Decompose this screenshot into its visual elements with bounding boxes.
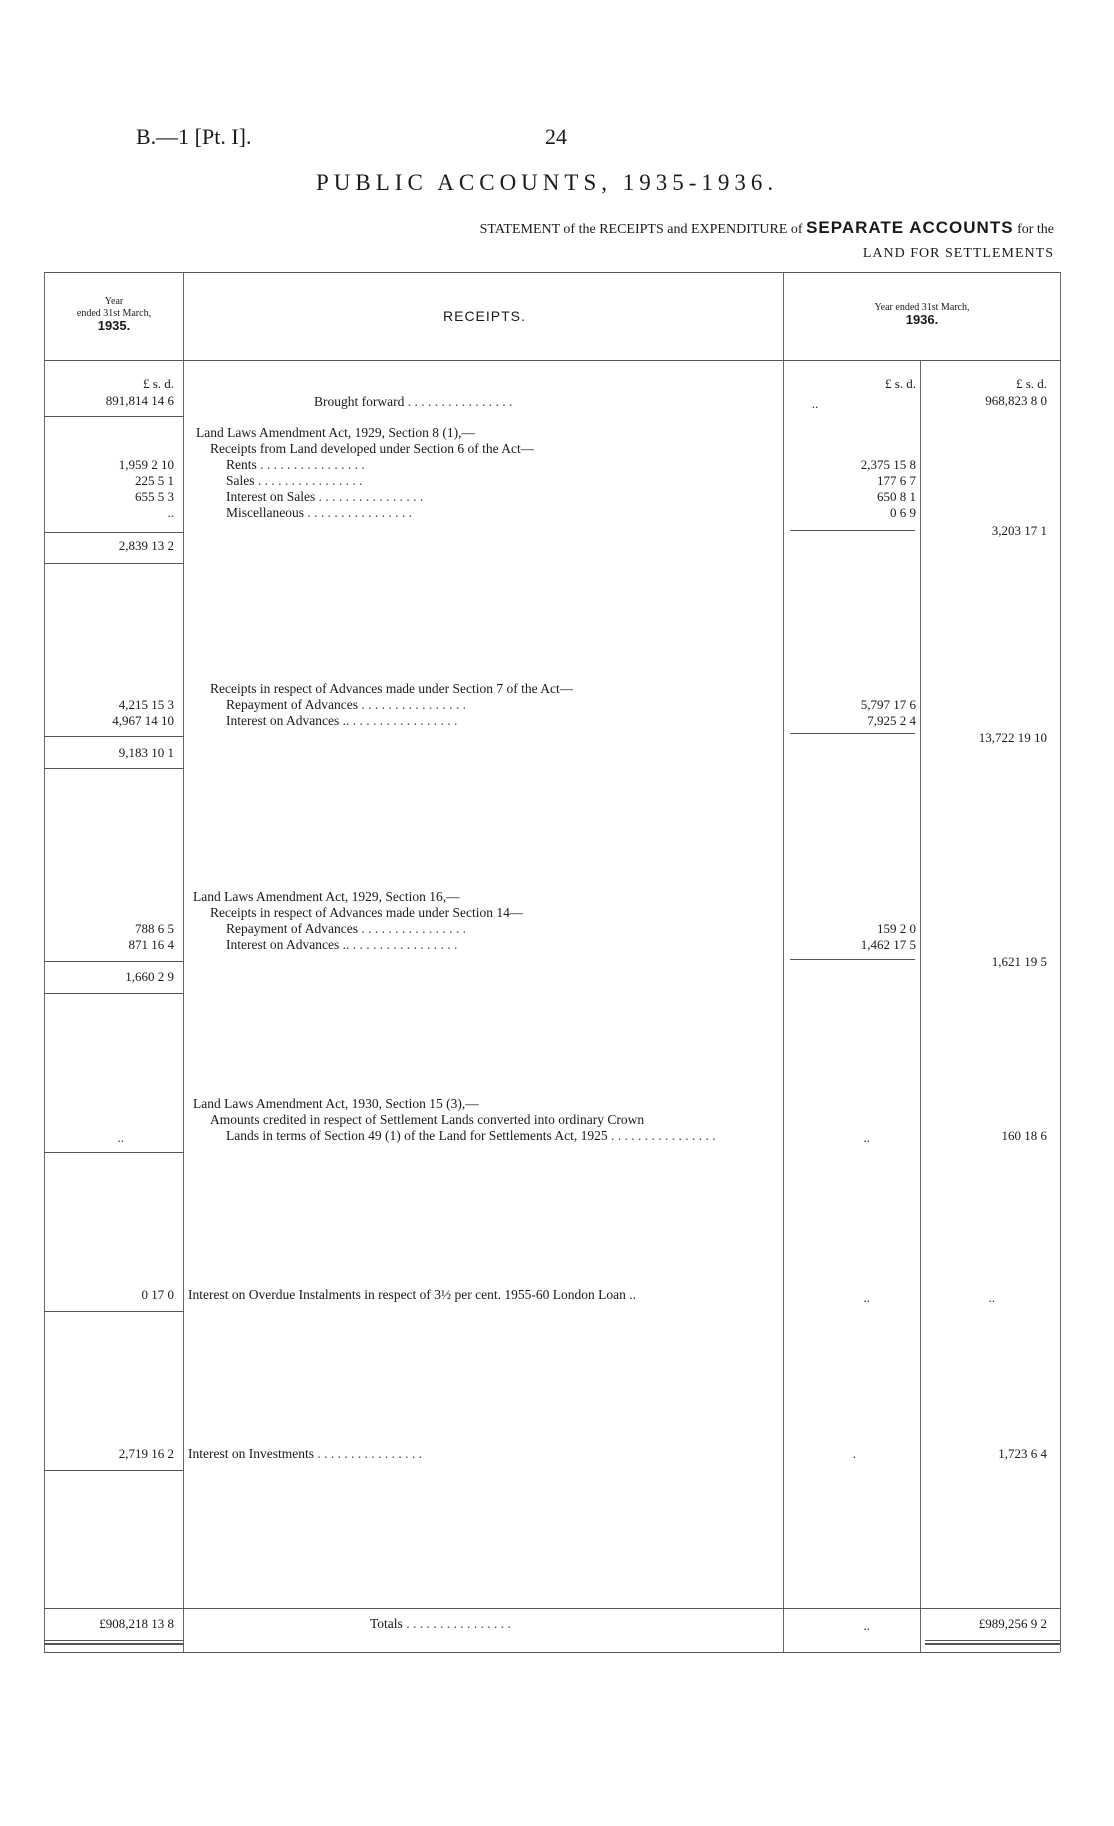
table-bottom-rule bbox=[44, 1652, 1060, 1653]
totals-double-rule-4 bbox=[925, 1643, 1060, 1645]
interest-advances-text: Interest on Advances .. bbox=[226, 937, 350, 952]
col-divider-3 bbox=[920, 360, 921, 1652]
statement-highlight: SEPARATE ACCOUNTS bbox=[806, 218, 1014, 237]
repayment-text: Repayment of Advances bbox=[226, 697, 358, 712]
rule bbox=[44, 768, 183, 769]
section1-rents-detail: 2,375 15 8 bbox=[860, 457, 916, 472]
section1-misc-label bbox=[226, 505, 776, 521]
section2-total: 13,722 19 10 bbox=[978, 730, 1047, 745]
statement-suffix: for the bbox=[1017, 222, 1054, 237]
rule bbox=[44, 532, 183, 533]
section3-interest-detail: 1,462 17 5 bbox=[860, 937, 916, 952]
section1-misc-prev: .. bbox=[167, 505, 174, 520]
section5-total: .. bbox=[988, 1290, 995, 1305]
leader-dots: . . . . . . . . . . . . . . . . bbox=[361, 697, 466, 712]
leader-dots: . . . . . . . . . . . . . . . . bbox=[361, 921, 466, 936]
section1-interest-detail: 650 8 1 bbox=[877, 489, 916, 504]
col-divider-2 bbox=[783, 272, 784, 1652]
section4-heading: Land Laws Amendment Act, 1930, Section 15 (3),— bbox=[193, 1096, 479, 1111]
curr-year-line1: Year ended 31st March, bbox=[874, 302, 970, 313]
section6-text: Interest on Investments bbox=[188, 1446, 314, 1461]
misc-text: Miscellaneous bbox=[226, 505, 304, 520]
section6-detail: . bbox=[852, 1446, 856, 1461]
section2-repayment-prev: 4,215 15 3 bbox=[118, 697, 174, 712]
statement-prefix: STATEMENT of the RECEIPTS and EXPENDITURE of bbox=[479, 222, 803, 237]
brought-forward-text: Brought forward bbox=[314, 394, 405, 409]
section1-interest-prev: 655 5 3 bbox=[135, 489, 174, 504]
section4-total: 160 18 6 bbox=[1001, 1128, 1047, 1143]
section3-subheading: Receipts in respect of Advances made under Section 14— bbox=[210, 905, 524, 920]
leader-dots: . . . . . . . . . . . . . . . . bbox=[406, 1616, 511, 1631]
rule bbox=[44, 1470, 183, 1471]
leader-dots: . . . . . . . . . . . . . . . . bbox=[257, 473, 363, 488]
section2-interest-detail: 7,925 2 4 bbox=[867, 713, 916, 728]
col-divider-1 bbox=[183, 272, 184, 1652]
section3-repayment-label bbox=[226, 921, 776, 937]
prev-year-value: 1935. bbox=[97, 318, 131, 333]
prev-year-line1: Year bbox=[104, 296, 124, 307]
prev-year-header bbox=[46, 296, 182, 332]
section1-heading: Land Laws Amendment Act, 1929, Section 8 (1),— bbox=[196, 425, 475, 440]
statement-subtitle: LAND FOR SETTLEMENTS bbox=[862, 246, 1054, 261]
leader-dots: . . . . . . . . . . . . . . . . bbox=[317, 1446, 422, 1461]
totals-double-rule-1 bbox=[44, 1640, 183, 1641]
totals-total: £989,256 9 2 bbox=[978, 1616, 1047, 1631]
section2-interest-prev: 4,967 14 10 bbox=[112, 713, 174, 728]
rule bbox=[790, 530, 915, 531]
rents-text: Rents bbox=[226, 457, 257, 472]
leader-dots: . . . . . . . . . . . . . . . . bbox=[611, 1128, 716, 1143]
rule bbox=[44, 1311, 183, 1312]
section1-rents-label bbox=[226, 457, 776, 473]
section1-prev-subtotal: 2,839 13 2 bbox=[118, 538, 174, 553]
section3-prev-subtotal: 1,660 2 9 bbox=[125, 969, 174, 984]
section1-subheading: Receipts from Land developed under Section 6 of the Act— bbox=[210, 441, 535, 456]
table-top-rule bbox=[44, 272, 1060, 273]
section2-repayment-detail: 5,797 17 6 bbox=[860, 697, 916, 712]
leader-dots: . . . . . . . . . . . . . . . . bbox=[318, 489, 424, 504]
section5-prev: 0 17 0 bbox=[141, 1287, 174, 1302]
section1-interest-label bbox=[226, 489, 776, 505]
rule bbox=[44, 563, 183, 564]
leader-dots: . . . . . . . . . . . . . . . . bbox=[307, 505, 412, 520]
section2-prev-subtotal: 9,183 10 1 bbox=[118, 745, 174, 760]
section1-sales-label bbox=[226, 473, 776, 489]
totals-double-rule-2 bbox=[44, 1643, 183, 1645]
receipts-header: RECEIPTS. bbox=[443, 308, 526, 324]
rule bbox=[44, 1152, 183, 1153]
rule bbox=[44, 416, 183, 417]
section5-detail: .. bbox=[863, 1290, 870, 1305]
section6-total: 1,723 6 4 bbox=[998, 1446, 1047, 1461]
section1-total: 3,203 17 1 bbox=[991, 523, 1047, 538]
leader-dots: . . . . . . . . . . . . . . . . bbox=[352, 937, 458, 952]
totals-top-rule bbox=[44, 1608, 1060, 1609]
section6-prev: 2,719 16 2 bbox=[118, 1446, 174, 1461]
section3-heading: Land Laws Amendment Act, 1929, Section 16,— bbox=[193, 889, 460, 904]
interest-advances-text: Interest on Advances .. bbox=[226, 713, 350, 728]
section4-detail: .. bbox=[863, 1130, 870, 1145]
statement-line bbox=[480, 218, 1054, 238]
brought-forward-total: 968,823 8 0 bbox=[985, 393, 1047, 408]
rule bbox=[44, 993, 183, 994]
curr-year-header bbox=[785, 302, 1059, 326]
totals-text: Totals bbox=[370, 1616, 403, 1631]
totals-double-rule-3 bbox=[925, 1640, 1060, 1641]
repayment-text: Repayment of Advances bbox=[226, 921, 358, 936]
leader-dots: . . . . . . . . . . . . . . . . bbox=[407, 394, 513, 409]
prev-year-line2: ended 31st March, bbox=[76, 308, 152, 319]
section3-total: 1,621 19 5 bbox=[991, 954, 1047, 969]
lsd-heading-total: £ s. d. bbox=[1015, 376, 1047, 391]
document-reference: B.—1 [Pt. I]. bbox=[136, 124, 252, 149]
section3-repayment-prev: 788 6 5 bbox=[135, 921, 174, 936]
lsd-heading-detail: £ s. d. bbox=[884, 376, 916, 391]
section4-line2 bbox=[226, 1128, 776, 1144]
rule bbox=[44, 736, 183, 737]
rule bbox=[790, 733, 915, 734]
section1-misc-detail: 0 6 9 bbox=[890, 505, 916, 520]
section2-subheading: Receipts in respect of Advances made under Section 7 of the Act— bbox=[210, 681, 574, 696]
totals-label bbox=[370, 1616, 776, 1632]
page-title: PUBLIC ACCOUNTS, 1935-1936. bbox=[316, 170, 779, 195]
section4-line2-text: Lands in terms of Section 49 (1) of the Land for Settlements Act, 1925 bbox=[226, 1128, 608, 1143]
curr-year-value: 1936. bbox=[905, 312, 939, 327]
brought-forward-prev: 891,814 14 6 bbox=[105, 393, 174, 408]
sales-text: Sales bbox=[226, 473, 255, 488]
section1-sales-detail: 177 6 7 bbox=[877, 473, 916, 488]
section4-prev: .. bbox=[117, 1130, 124, 1145]
section1-rents-prev: 1,959 2 10 bbox=[118, 457, 174, 472]
section3-interest-label bbox=[226, 937, 776, 953]
brought-forward-detail: .. bbox=[811, 396, 819, 411]
section2-interest-label bbox=[226, 713, 776, 729]
section4-line1: Amounts credited in respect of Settlement Lands converted into ordinary Crown bbox=[210, 1112, 645, 1127]
section3-interest-prev: 871 16 4 bbox=[128, 937, 174, 952]
leader-dots: . . . . . . . . . . . . . . . . bbox=[260, 457, 365, 472]
brought-forward-label bbox=[314, 394, 776, 410]
totals-detail: .. bbox=[863, 1618, 870, 1633]
section3-repayment-detail: 159 2 0 bbox=[877, 921, 916, 936]
section6-label bbox=[188, 1446, 776, 1462]
rule bbox=[44, 961, 183, 962]
table-right-rule bbox=[1060, 272, 1061, 1652]
lsd-heading-prev: £ s. d. bbox=[142, 376, 174, 391]
interest-sales-text: Interest on Sales bbox=[226, 489, 316, 504]
totals-prev: £908,218 13 8 bbox=[99, 1616, 174, 1631]
section1-sales-prev: 225 5 1 bbox=[135, 473, 174, 488]
header-bottom-rule bbox=[44, 360, 1060, 361]
section5-label: Interest on Overdue Instalments in respect of 3½ per cent. 1955-60 London Loan .. bbox=[188, 1287, 636, 1302]
leader-dots: . . . . . . . . . . . . . . . . bbox=[352, 713, 458, 728]
section2-repayment-label bbox=[226, 697, 776, 713]
page-number: 24 bbox=[545, 124, 567, 149]
rule bbox=[790, 959, 915, 960]
